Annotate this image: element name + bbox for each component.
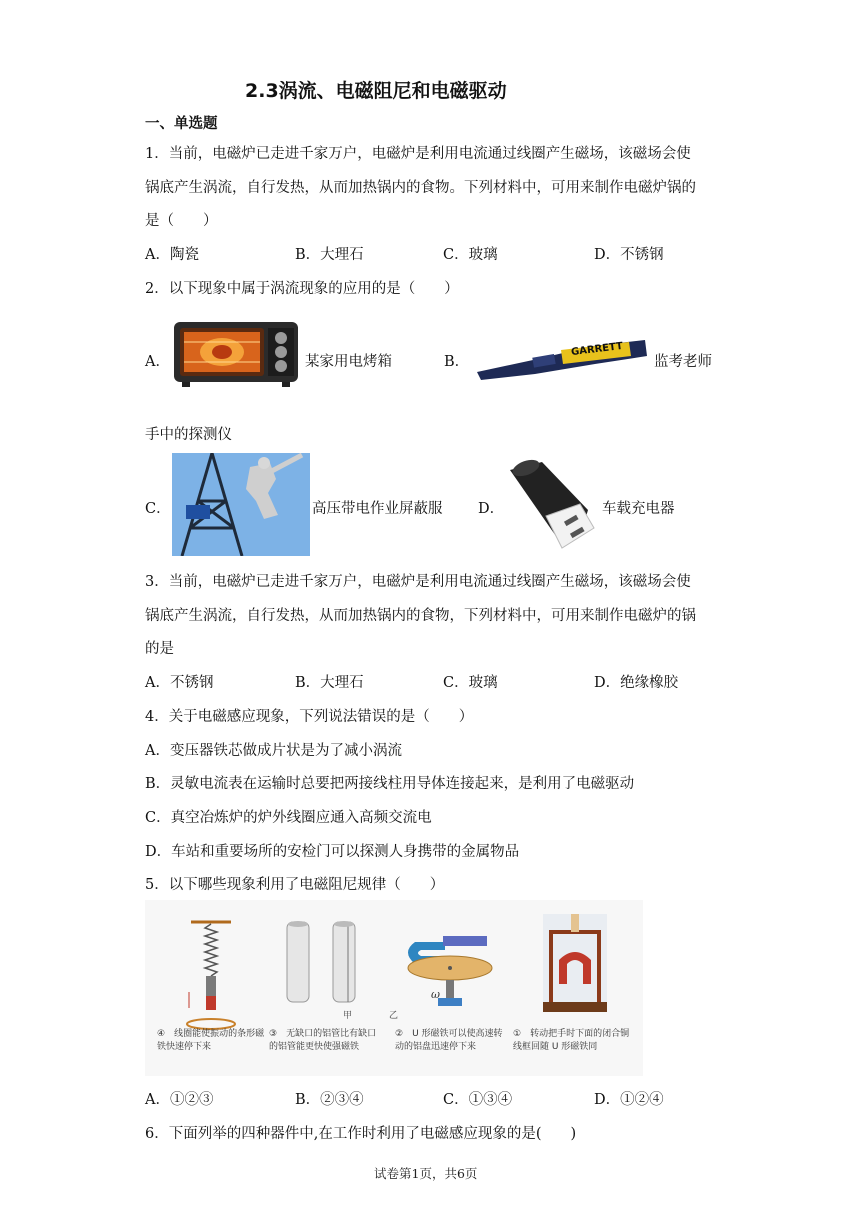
q5-option-c: C．①③④ xyxy=(443,1092,513,1108)
q4-option-d: D．车站和重要场所的安检门可以探测人身携带的金属物品 xyxy=(145,844,520,860)
q3-option-b: B．大理石 xyxy=(295,675,364,691)
q2-option-a-label: A． xyxy=(145,354,170,370)
q1-option-d: D．不锈钢 xyxy=(594,247,664,263)
q5-caption-3: ③ 无缺口的铝管比有缺口的铝管能更快使强磁铁 xyxy=(269,1029,377,1052)
q1-line1: 1．当前，电磁炉已走进千家万户，电磁炉是利用电流通过线圈产生磁场，该磁场会使 xyxy=(145,146,691,162)
q5-stem: 5．以下哪些现象利用了电磁阻尼规律（ ） xyxy=(145,877,445,893)
q1-line2: 锅底产生涡流，自行发热，从而加热锅内的食物。下列材料中，可用来制作电磁炉锅的 xyxy=(145,180,696,196)
q2-option-d-label: D． xyxy=(478,501,505,517)
q2-option-a-text: 某家用电烤箱 xyxy=(305,354,392,370)
q4-option-c: C．真空冶炼炉的炉外线圈应通入高频交流电 xyxy=(145,810,432,826)
q1-option-b: B．大理石 xyxy=(295,247,364,263)
q1-option-a: A．陶瓷 xyxy=(145,247,199,263)
q3-option-a: A．不锈钢 xyxy=(145,675,214,691)
detector-brand-label: GARRETT xyxy=(570,340,624,359)
section-heading: 一、单选题 xyxy=(145,116,218,132)
q3-option-d: D．绝缘橡胶 xyxy=(594,675,679,691)
q2-option-b-text: 监考老师 xyxy=(654,354,712,370)
q6-stem: 6．下面列举的四种器件中,在工作时利用了电磁感应现象的是( ) xyxy=(145,1126,577,1142)
shielding-suit-image xyxy=(172,453,310,556)
q4-option-a: A．变压器铁芯做成片状是为了减小涡流 xyxy=(145,743,402,759)
q5-figure xyxy=(145,900,643,1076)
tube-label-jia: 甲 xyxy=(343,1011,353,1021)
omega-label: ω xyxy=(431,988,440,1001)
q5-option-b: B．②③④ xyxy=(295,1092,364,1108)
q3-line2: 锅底产生涡流，自行发热，从而加热锅内的食物，下列材料中，可用来制作电磁炉的锅 xyxy=(145,608,696,624)
q2-option-c-label: C． xyxy=(145,501,171,517)
q2-stem: 2．以下现象中属于涡流现象的应用的是（ ） xyxy=(145,281,459,297)
q3-line1: 3．当前，电磁炉已走进千家万户，电磁炉是利用电流通过线圈产生磁场，该磁场会使 xyxy=(145,574,691,590)
q5-caption-1: ① 转动把手时下面的闭合铜线框回随 U 形磁铁同 xyxy=(513,1029,630,1052)
q5-caption-2: ② U 形磁铁可以使高速转动的铝盘迅速停下来 xyxy=(395,1029,503,1052)
q2-option-b-label: B． xyxy=(444,354,470,370)
q4-option-b: B．灵敏电流表在运输时总要把两接线柱用导体连接起来，是利用了电磁驱动 xyxy=(145,776,635,792)
oven-image xyxy=(172,314,302,390)
q2-option-c-text: 高压带电作业屏蔽服 xyxy=(312,501,443,517)
q3-line3: 的是 xyxy=(145,641,174,657)
page-title: 2.3涡流、电磁阻尼和电磁驱动 xyxy=(245,80,507,102)
metal-detector-image xyxy=(473,334,651,382)
tube-label-yi: 乙 xyxy=(389,1011,399,1021)
q5-caption-4: ④ 线圈能使振动的条形磁铁快速停下来 xyxy=(157,1029,265,1052)
q5-option-d: D．①②④ xyxy=(594,1092,664,1108)
q5-option-a: A．①②③ xyxy=(145,1092,214,1108)
car-charger-image xyxy=(502,456,598,554)
page-footer: 试卷第1页，共6页 xyxy=(374,1166,478,1181)
q1-line3: 是（ ） xyxy=(145,213,218,229)
q2-option-b-text-cont: 手中的探测仪 xyxy=(145,427,232,443)
q4-stem: 4．关于电磁感应现象，下列说法错误的是（ ） xyxy=(145,709,474,725)
q3-option-c: C．玻璃 xyxy=(443,675,498,691)
q1-option-c: C．玻璃 xyxy=(443,247,498,263)
q2-option-d-text: 车载充电器 xyxy=(602,501,675,517)
